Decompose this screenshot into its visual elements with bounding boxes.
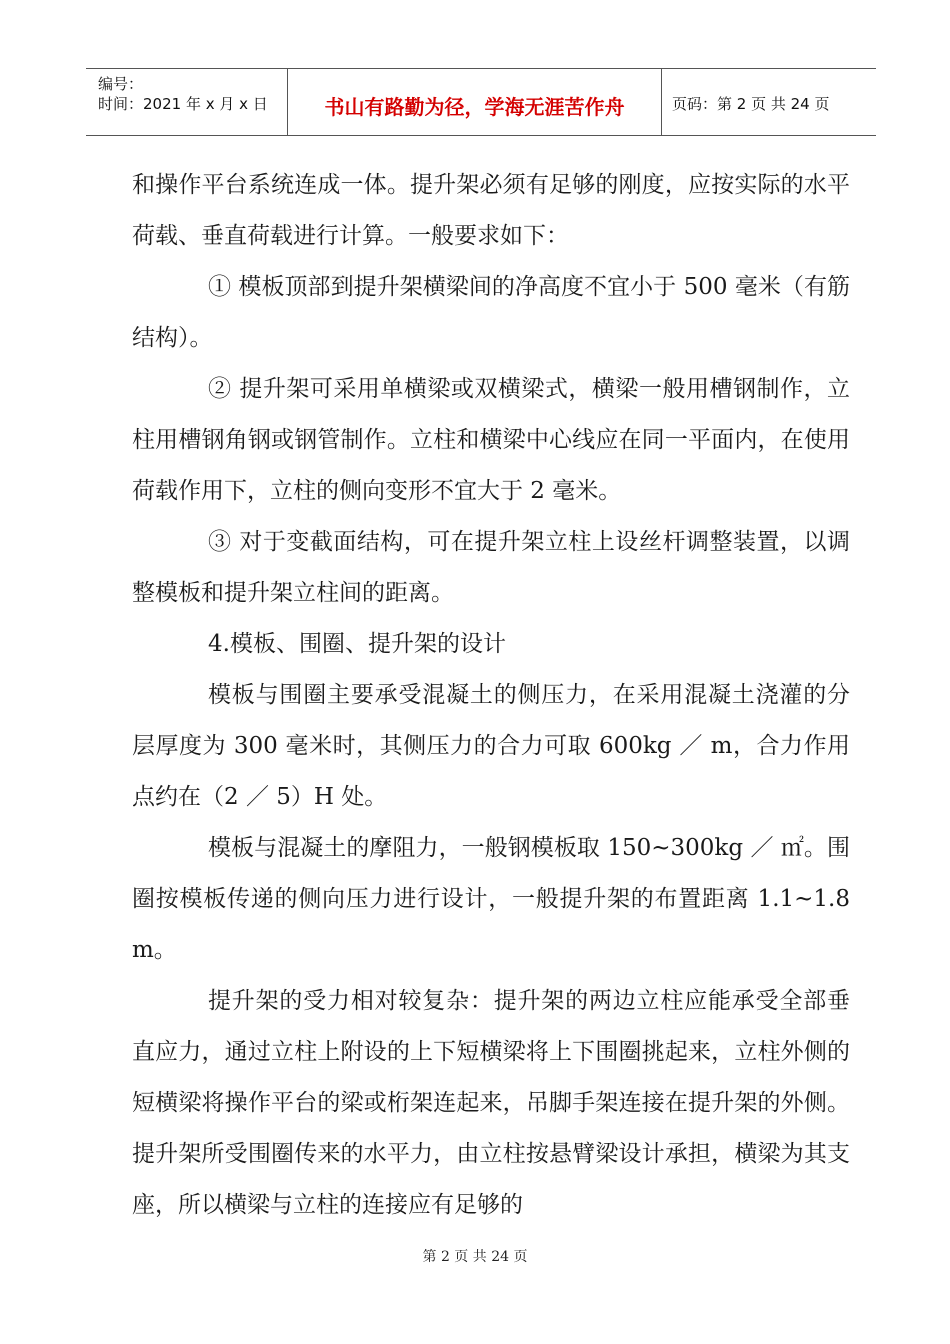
document-body — [132, 160, 850, 1231]
page-header — [86, 68, 876, 136]
paragraph-6: 模板与混凝土的摩阻力，一般钢模板取 150~300kg ／ ㎡。围圈按模板传递的侧向压力进行设计，一般提升架的布置距离 1.1~1.8m。 — [132, 835, 850, 963]
header-left-cell — [86, 69, 288, 135]
paragraph-5: 模板与围圈主要承受混凝土的侧压力，在采用混凝土浇灌的分层厚度为 300 毫米时，其侧压力的合力可取 600kg ／ m，合力作用点约在（2 ／ 5）H 处。 — [132, 682, 850, 810]
page-number-label: 页码：第 2 页 共 24 页 — [672, 95, 830, 113]
paragraph-2: ① 模板顶部到提升架横梁间的净高度不宜小于 500 毫米（有筋结构）。 — [132, 274, 850, 351]
header-mid-cell — [288, 69, 662, 135]
time-label: 时间：2021 年 x 月 x 日 — [98, 95, 268, 113]
paragraph-4: ③ 对于变截面结构，可在提升架立柱上设丝杆调整装置，以调整模板和提升架立柱间的距离。 — [132, 529, 850, 606]
page-footer: 第 2 页 共 24 页 — [422, 1249, 528, 1265]
motto-text: 书山有路勤为径，学海无涯苦作舟 — [324, 95, 625, 119]
paragraph-3: ② 提升架可采用单横梁或双横梁式，横梁一般用槽钢制作，立柱用槽钢角钢或钢管制作。立柱和横梁中心线应在同一平面内，在使用荷载作用下，立柱的侧向变形不宜大于 2 毫米。 — [132, 376, 850, 504]
section-heading: 4.模板、围圈、提升架的设计 — [208, 631, 506, 657]
serial-label: 编号： — [98, 75, 144, 93]
header-right-cell — [662, 69, 876, 135]
paragraph-7: 提升架的受力相对较复杂：提升架的两边立柱应能承受全部垂直应力，通过立柱上附设的上下短横梁将上下围圈挑起来，立柱外侧的短横梁将操作平台的梁或桁架连起来，吊脚手架连接在提升架的外侧。提升架所受围圈传来的水平力，由立柱按悬臂梁设计承担，横梁为其支座，所以横梁与立柱的连接应有足够的 — [132, 988, 850, 1218]
paragraph-1: 和操作平台系统连成一体。提升架必须有足够的刚度，应按实际的水平荷载、垂直荷载进行计算。一般要求如下： — [132, 172, 850, 249]
